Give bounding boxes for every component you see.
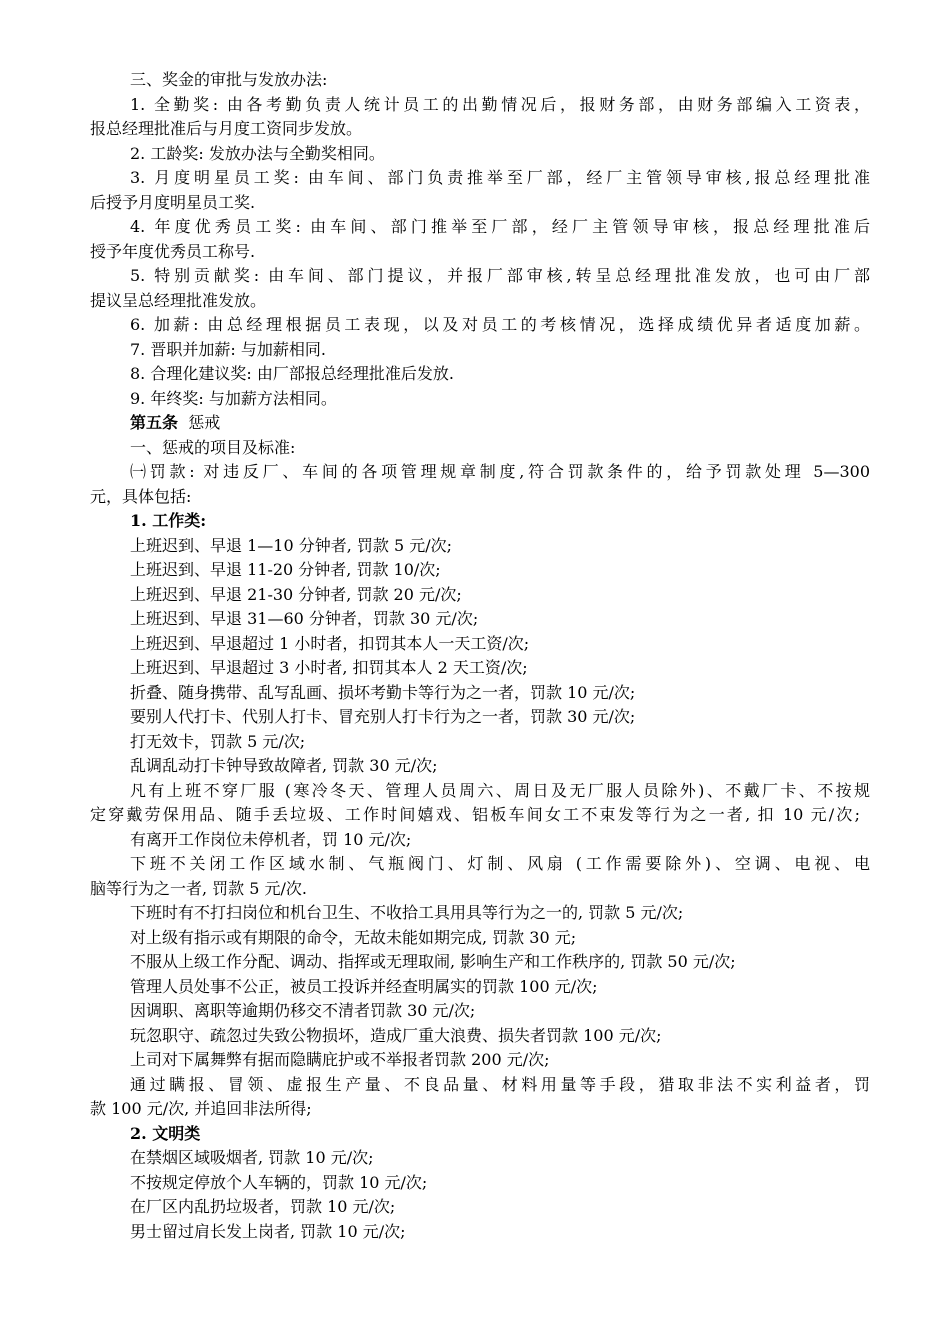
paragraph-text: 下班不关闭工作区域水制、气瓶阀门、灯制、风扇 (工作需要除外)、空调、电视、电 — [130, 854, 870, 873]
paragraph-line — [0, 93, 950, 118]
list-item: 在禁烟区域吸烟者, 罚款 10 元/次; — [130, 1148, 374, 1167]
section-heading-bonus-approval: 三、奖金的审批与发放办法: — [130, 70, 328, 89]
paragraph-line: 7. 晋职并加薪: 与加薪相同. — [130, 339, 326, 359]
list-item: 上班迟到、早退 11-20 分钟者, 罚款 10/次; — [130, 560, 441, 579]
list-item: 上班迟到、早退超过 1 小时者，扣罚其本人一天工资/次; — [130, 633, 530, 653]
paragraph-line: 一、惩戒的项目及标准: — [130, 437, 296, 457]
list-item — [0, 852, 950, 877]
list-item: 款 100 元/次, 并追回非法所得; — [90, 1099, 312, 1118]
paragraph-line — [0, 264, 950, 289]
paragraph-text: 4. 年度优秀员工奖: 由车间、部门推举至厂部，经厂主管领导审核，报总经理批准后 — [130, 217, 870, 236]
list-item: 脑等行为之一者, 罚款 5 元/次. — [90, 878, 308, 898]
paragraph-text: ㈠罚款: 对违反厂、车间的各项管理规章制度,符合罚款条件的，给予罚款处理 5—300 — [130, 462, 870, 481]
list-item: 打无效卡，罚款 5 元/次; — [130, 731, 306, 751]
subheading-civility-category: 2. 文明类 — [130, 1123, 201, 1143]
paragraph-text: 5. 特别贡献奖: 由车间、部门提议，并报厂部审核,转呈总经理批准发放，也可由厂部 — [130, 266, 870, 285]
list-item: 男士留过肩长发上岗者, 罚款 10 元/次; — [130, 1221, 406, 1241]
list-item — [0, 779, 950, 804]
list-item: 上班迟到、早退 31—60 分钟者，罚款 30 元/次; — [130, 609, 479, 628]
paragraph-text: 通过瞒报、冒领、虚报生产量、不良品量、材料用量等手段，猎取非法不实利益者，罚 — [130, 1074, 870, 1094]
article-number: 第五条 — [130, 413, 179, 432]
list-item: 有离开工作岗位未停机者，罚 10 元/次; — [130, 829, 412, 849]
list-item: 乱调乱动打卡钟导致故障者, 罚款 30 元/次; — [130, 756, 438, 775]
paragraph-line: 9. 年终奖: 与加薪方法相同。 — [130, 388, 337, 408]
list-item: 管理人员处事不公正，被员工投诉并经查明属实的罚款 100 元/次; — [130, 976, 598, 996]
paragraph-line — [0, 460, 950, 485]
paragraph-text: 定穿戴劳保用品、随手丢垃圾、工作时间嬉戏、铝板车间女工不束发等行为之一者, 扣 10 元/次; — [90, 805, 860, 824]
paragraph-text: 凡有上班不穿厂服 (寒冷冬天、管理人员周六、周日及无厂服人员除外)、不戴厂卡、不按规 — [130, 780, 870, 800]
list-item: 不按规定停放个人车辆的，罚款 10 元/次; — [130, 1172, 428, 1192]
paragraph-line — [0, 166, 950, 191]
list-item: 下班时有不打扫岗位和机台卫生、不收拾工具用具等行为之一的, 罚款 5 元/次; — [130, 903, 684, 922]
list-item: 因调职、离职等逾期仍移交不清者罚款 30 元/次; — [130, 1001, 476, 1020]
list-item — [0, 1073, 950, 1098]
list-item: 不服从上级工作分配、调动、指挥或无理取闹, 影响生产和工作秩序的, 罚款 50 元/次; — [130, 952, 736, 971]
paragraph-line: 8. 合理化建议奖: 由厂部报总经理批准后发放. — [130, 364, 454, 383]
paragraph-line: 后授予月度明星员工奖. — [90, 192, 256, 212]
paragraph-text: 3. 月度明星员工奖: 由车间、部门负责推举至厂部，经厂主管领导审核,报总经理批准 — [130, 168, 870, 187]
list-item: 上班迟到、早退超过 3 小时者, 扣罚其本人 2 天工资/次; — [130, 658, 528, 677]
paragraph-line: 提议呈总经理批准发放。 — [90, 290, 267, 310]
document-page — [0, 68, 950, 1244]
list-item: 折叠、随身携带、乱写乱画、损坏考勤卡等行为之一者，罚款 10 元/次; — [130, 682, 636, 702]
paragraph-line: 2. 工龄奖: 发放办法与全勤奖相同。 — [130, 143, 385, 163]
article-title: 惩戒 — [188, 413, 221, 432]
list-item: 要别人代打卡、代别人打卡、冒充别人打卡行为之一者，罚款 30 元/次; — [130, 707, 636, 726]
list-item: 玩忽职守、疏忽过失致公物损坏，造成厂重大浪费、损失者罚款 100 元/次; — [130, 1025, 662, 1045]
subheading-work-category: 1. 工作类: — [130, 511, 207, 530]
list-item: 对上级有指示或有期限的命令，无故未能如期完成, 罚款 30 元; — [130, 927, 577, 947]
paragraph-line: 元，具体包括: — [90, 486, 192, 506]
list-item — [0, 803, 950, 828]
list-item: 在厂区内乱扔垃圾者，罚款 10 元/次; — [130, 1197, 396, 1216]
paragraph-text: 6. 加薪: 由总经理根据员工表现，以及对员工的考核情况，选择成绩优异者适度加薪。 — [130, 315, 870, 334]
paragraph-line: 报总经理批准后与月度工资同步发放。 — [90, 119, 363, 138]
paragraph-line: 授予年度优秀员工称号. — [90, 241, 256, 261]
paragraph-line — [0, 313, 950, 338]
paragraph-text: 1. 全勤奖: 由各考勤负责人统计员工的出勤情况后，报财务部，由财务部编入工资表， — [130, 94, 870, 114]
list-item: 上司对下属舞弊有据而隐瞒庇护或不举报者罚款 200 元/次; — [130, 1050, 550, 1069]
list-item: 上班迟到、早退 21-30 分钟者, 罚款 20 元/次; — [130, 584, 462, 604]
article-heading — [0, 411, 950, 436]
list-item: 上班迟到、早退 1—10 分钟者, 罚款 5 元/次; — [130, 535, 453, 555]
paragraph-line — [0, 215, 950, 240]
